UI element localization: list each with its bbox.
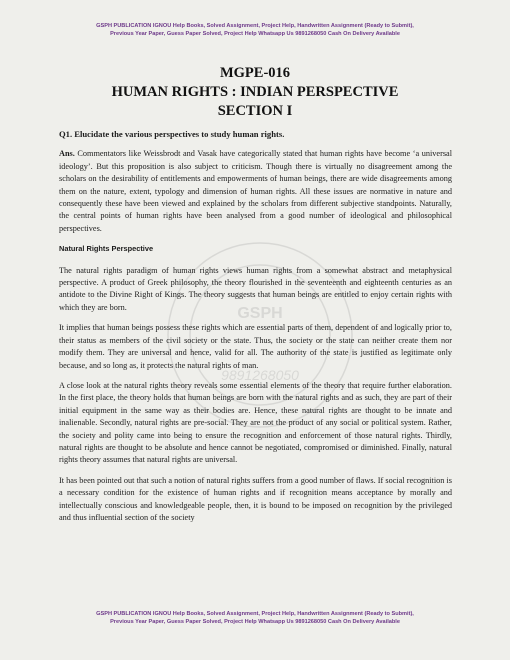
answer-intro-paragraph (59, 148, 452, 235)
document-heading (0, 64, 510, 121)
header-banner-line-2: Previous Year Paper, Guess Paper Solved, Project Help Whatsapp Us 9891268050 Cash On Delivery Available (110, 31, 400, 37)
course-code: MGPE-016 (219, 65, 291, 81)
footer-banner (0, 610, 510, 626)
paragraph: It has been pointed out that such a notion of natural rights suffers from a good number of flaws. If social recognition is a necessary condition for the existence of human rights and if recognition means acceptance by morally and intellectually conscious and knowledgeable people, then, it is bound to be imposed on recognition by the privileged and thus influential section of the society (59, 475, 452, 522)
answer-label: Ans. (59, 149, 75, 159)
header-banner-line-1: GSPH PUBLICATION IGNOU Help Books, Solved Assignment, Project Help, Handwritten Assignment (Ready to Submit), (96, 23, 414, 29)
question-text: Q1. Elucidate the various perspectives to study human rights. (59, 129, 285, 139)
watermark-text-1: GSPH (237, 305, 283, 322)
document-title: HUMAN RIGHTS : INDIAN PERSPECTIVE (111, 84, 399, 100)
section-title: SECTION I (217, 103, 293, 119)
footer-banner-line-2: Previous Year Paper, Guess Paper Solved, Project Help Whatsapp Us 9891268050 Cash On Delivery Available (110, 619, 400, 625)
paragraph: It implies that human beings possess these rights which are essential parts of them, dependent of and logically prior to, their status as members of the civil society or the state. Thus, the society or the state can neither create them nor modify them. They are universal and hence, valid for all. The authority of the state is justified as legitimate only because, and so long as, it protects the natural rights of man. (59, 323, 452, 370)
paragraph: The natural rights paradigm of human rights views human rights from a somewhat abstract and metaphysical perspective. A product of Greek philosophy, the theory flourished in the seventeenth and eighteenth centuries as an antidote to the Divine Right of Kings. The theory suggests that human beings are entitled to enjoy certain rights with which they are born. (59, 265, 452, 312)
header-banner (0, 22, 510, 38)
subheading: Natural Rights Perspective (59, 244, 154, 254)
footer-banner-line-1: GSPH PUBLICATION IGNOU Help Books, Solved Assignment, Project Help, Handwritten Assignment (Ready to Submit), (96, 611, 414, 617)
watermark-text-2: 9891268050 (221, 367, 299, 383)
document-body (59, 128, 452, 532)
paragraph: A close look at the natural rights theory reveals some essential elements of the theory that require further elaboration. In the first place, the theory holds that human beings are born with the natural rights and as such, they are part of their initial equipment in the same way as their bodies are. Hence, these natural rights are thought to be innate and inalienable. Secondly, natural rights are pre-social. They are not the product of any social or political system. Rather, the society and polity came into being to ensure the recognition and enforcement of those natural rights. Thirdly, natural rights are thought to be absolute and hence cannot be negotiated, compromised or diminished. Finally, natural rights theory assumes that natural rights are universal. (59, 380, 452, 465)
answer-intro-text: Commentators like Weissbrodt and Vasak have categorically stated that human rights have become ‘a universal ideology’. But this proposition is also subject to criticism. Though there is virtually no disagreement among the scholars on the desirability of entitlements and empowerments of human beings, there are wide disagreements among them on the nature, extent, typology and dimension of human rights. All these issues are normative in nature and consequently these have been viewed and explained by the scholars from different subjective standpoints. Naturally, the central points of human rights have been analysed from a good number of ideological and philosophical perspectives. (59, 149, 452, 233)
